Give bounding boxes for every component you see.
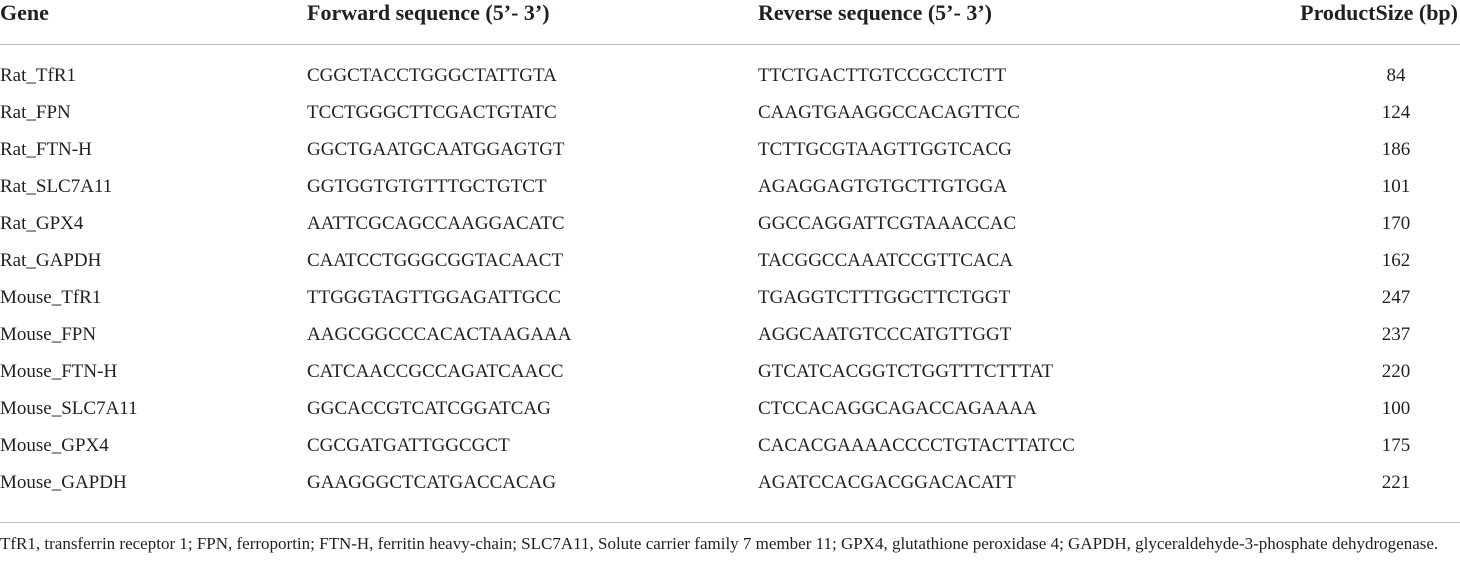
cell-reverse: CACACGAAAACCCCTGTACTTATCC — [758, 435, 1075, 456]
cell-forward: AATTCGCAGCCAAGGACATC — [307, 213, 565, 234]
cell-forward: GGCTGAATGCAATGGAGTGT — [307, 139, 565, 160]
table-header — [0, 0, 1460, 45]
cell-size-value: 170 — [1381, 213, 1411, 234]
cell-size — [1240, 131, 1460, 168]
cell-size-value: 237 — [1381, 324, 1411, 345]
table-body — [0, 45, 1460, 507]
header-forward-sequence: Forward sequence (5’- 3’) — [307, 0, 758, 45]
cell-gene: Rat_GAPDH — [0, 250, 102, 271]
cell-size — [1240, 353, 1460, 390]
cell-gene: Rat_TfR1 — [0, 65, 76, 86]
table-row — [0, 316, 1460, 353]
cell-size-value: 247 — [1381, 287, 1411, 308]
cell-gene: Mouse_FPN — [0, 324, 97, 345]
cell-size-value: 100 — [1381, 398, 1411, 419]
cell-forward: TCCTGGGCTTCGACTGTATC — [307, 102, 557, 123]
header-product-size: ProductSize (bp) — [1240, 0, 1460, 45]
cell-size-value: 186 — [1381, 139, 1411, 160]
table-row — [0, 242, 1460, 279]
table-row — [0, 279, 1460, 316]
cell-size-value: 175 — [1381, 435, 1411, 456]
cell-forward: CGGCTACCTGGGCTATTGTA — [307, 65, 557, 86]
cell-reverse: CAAGTGAAGGCCACAGTTCC — [758, 102, 1020, 123]
cell-size — [1240, 316, 1460, 353]
table-row — [0, 464, 1460, 506]
cell-gene: Rat_FTN-H — [0, 139, 92, 160]
cell-size — [1240, 94, 1460, 131]
cell-reverse: GGCCAGGATTCGTAAACCAC — [758, 213, 1017, 234]
cell-size — [1240, 390, 1460, 427]
table-row — [0, 168, 1460, 205]
cell-gene: Mouse_SLC7A11 — [0, 398, 138, 419]
cell-size — [1240, 205, 1460, 242]
cell-gene: Rat_SLC7A11 — [0, 176, 113, 197]
cell-size-value: 84 — [1386, 65, 1406, 86]
cell-forward: CAATCCTGGGCGGTACAACT — [307, 250, 564, 271]
cell-forward: GAAGGGCTCATGACCACAG — [307, 472, 557, 493]
cell-reverse: AGAGGAGTGTGCTTGTGGA — [758, 176, 1008, 197]
cell-reverse: TTCTGACTTGTCCGCCTCTT — [758, 65, 1007, 86]
table-row — [0, 205, 1460, 242]
cell-gene: Rat_GPX4 — [0, 213, 84, 234]
cell-forward: GGTGGTGTGTTTGCTGTCT — [307, 176, 547, 197]
table-row — [0, 427, 1460, 464]
cell-gene: Mouse_TfR1 — [0, 287, 102, 308]
cell-reverse: CTCCACAGGCAGACCAGAAAA — [758, 398, 1037, 419]
header-gene: Gene — [0, 0, 307, 45]
table-footnote: TfR1, transferrin receptor 1; FPN, ferroportin; FTN-H, ferritin heavy-chain; SLC7A11, Solute carrier family 7 member 11; GPX4, glutathione peroxidase 4; GAPDH, glyceraldehyde-3-phosphate dehydrogenase. — [0, 534, 1439, 553]
cell-gene: Mouse_GPX4 — [0, 435, 109, 456]
cell-reverse: TACGGCCAAATCCGTTCACA — [758, 250, 1013, 271]
header-row — [0, 0, 1460, 45]
cell-reverse: AGATCCACGACGGACACATT — [758, 472, 1016, 493]
table-row — [0, 94, 1460, 131]
cell-size — [1240, 464, 1460, 506]
cell-size — [1240, 242, 1460, 279]
cell-reverse: AGGCAATGTCCCATGTTGGT — [758, 324, 1012, 345]
table-row — [0, 45, 1460, 95]
cell-gene: Mouse_FTN-H — [0, 361, 118, 382]
cell-gene: Rat_FPN — [0, 102, 71, 123]
cell-size-value: 124 — [1381, 102, 1411, 123]
cell-forward: CGCGATGATTGGCGCT — [307, 435, 510, 456]
cell-reverse: GTCATCACGGTCTGGTTTCTTTAT — [758, 361, 1054, 382]
cell-size-value: 101 — [1381, 176, 1411, 197]
cell-size-value: 162 — [1381, 250, 1411, 271]
cell-reverse: TCTTGCGTAAGTTGGTCACG — [758, 139, 1012, 160]
cell-forward: CATCAACCGCCAGATCAACC — [307, 361, 564, 382]
cell-forward: GGCACCGTCATCGGATCAG — [307, 398, 551, 419]
cell-size — [1240, 427, 1460, 464]
header-reverse-sequence: Reverse sequence (5’- 3’) — [758, 0, 1240, 45]
table-row — [0, 390, 1460, 427]
cell-forward: TTGGGTAGTTGGAGATTGCC — [307, 287, 561, 308]
table-bottom-rule — [0, 522, 1460, 523]
cell-size-value: 221 — [1381, 472, 1411, 493]
table-row — [0, 131, 1460, 168]
cell-size — [1240, 45, 1460, 95]
cell-gene: Mouse_GAPDH — [0, 472, 127, 493]
cell-size — [1240, 279, 1460, 316]
cell-forward: AAGCGGCCCACACTAAGAAA — [307, 324, 572, 345]
table-row — [0, 353, 1460, 390]
cell-reverse: TGAGGTCTTTGGCTTCTGGT — [758, 287, 1011, 308]
cell-size — [1240, 168, 1460, 205]
cell-size-value: 220 — [1381, 361, 1411, 382]
